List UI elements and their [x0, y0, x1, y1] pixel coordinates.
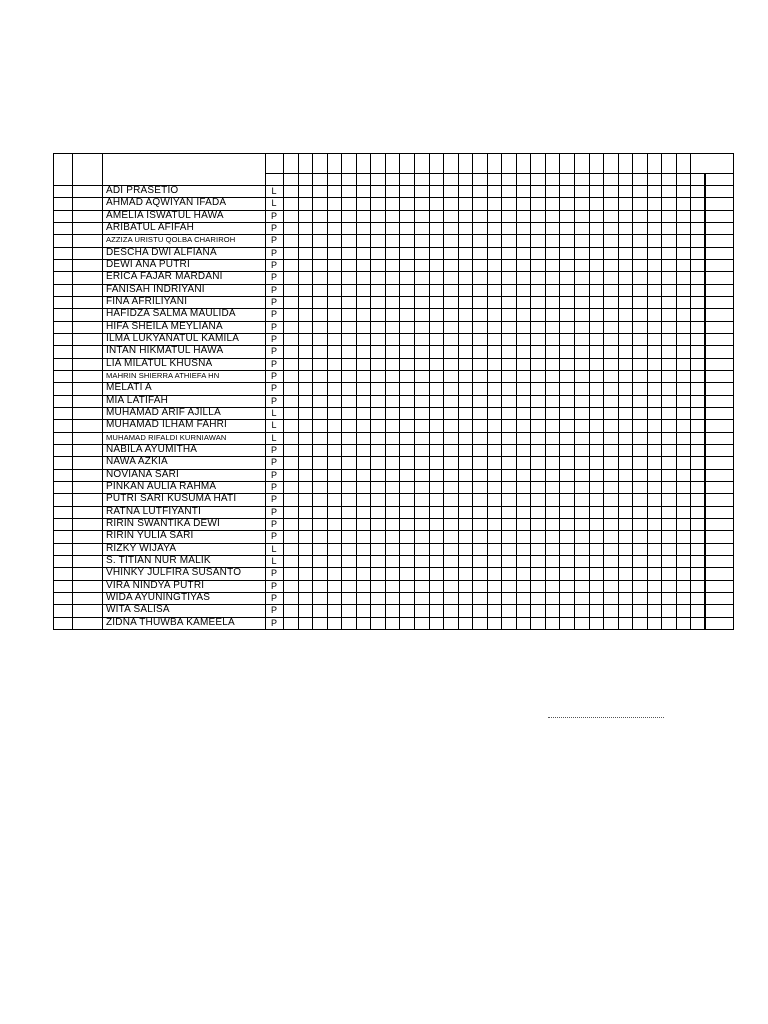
mark-col-line: [458, 153, 459, 630]
student-name: ZIDNA THUWBA KAMEELA: [106, 617, 235, 628]
mark-col-line: [516, 153, 517, 630]
mark-col-line: [370, 153, 371, 630]
student-name: HIFA SHEILA MEYLIANA: [106, 321, 223, 332]
student-name: WIDA AYUNINGTIYAS: [106, 592, 211, 603]
student-gender: L: [271, 420, 277, 430]
student-gender: P: [270, 235, 277, 245]
signature-dotted-line: [548, 711, 664, 718]
student-gender: L: [271, 433, 277, 443]
mark-col-line: [545, 153, 546, 630]
student-name: ILMA LUKYANATUL KAMILA: [106, 333, 240, 344]
col-divider-id: [102, 153, 103, 630]
student-gender: P: [270, 470, 277, 480]
student-name: ADI PRASETIO: [106, 185, 179, 196]
student-name: VIRA NINDYA PUTRI: [106, 580, 205, 591]
student-gender: P: [270, 568, 277, 578]
row-line: [53, 629, 734, 630]
student-gender: P: [270, 593, 277, 603]
student-name: MELATI A: [106, 382, 152, 393]
student-name: FINA AFRILIYANI: [106, 296, 188, 307]
mark-col-line: [603, 153, 604, 630]
total-col-divider: [704, 173, 706, 630]
mark-col-line: [356, 153, 357, 630]
mark-col-line: [618, 153, 619, 630]
student-gender: P: [270, 383, 277, 393]
table-right-border: [733, 153, 734, 630]
student-gender: P: [270, 285, 277, 295]
student-name: NOVIANA SARI: [106, 469, 179, 480]
student-name: ERICA FAJAR MARDANI: [106, 271, 223, 282]
student-gender: P: [270, 223, 277, 233]
col-divider-gender: [283, 153, 284, 630]
student-name: HAFIDZA SALMA MAULIDA: [106, 308, 236, 319]
student-name: MAHRIN SHIERRA ATHIEFA HN: [106, 371, 220, 380]
student-name: AZZIZA URISTU QOLBA CHARIROH: [106, 235, 236, 244]
mark-col-line: [676, 153, 677, 630]
mark-col-line: [443, 153, 444, 630]
mark-col-line: [341, 153, 342, 630]
student-gender: P: [270, 359, 277, 369]
student-name: AMELIA ISWATUL HAWA: [106, 210, 224, 221]
student-name: NAWA AZKIA: [106, 456, 168, 467]
mark-col-line: [501, 153, 502, 630]
student-name: S. TITIAN NUR MALIK: [106, 555, 211, 566]
student-gender: P: [270, 581, 277, 591]
student-gender: P: [270, 519, 277, 529]
col-divider-no: [72, 153, 73, 630]
student-name: MUHAMAD ILHAM FAHRI: [106, 419, 228, 430]
mark-col-line: [327, 153, 328, 630]
student-name: DESCHA DWI ALFIANA: [106, 247, 217, 258]
mark-col-line: [661, 153, 662, 630]
mark-col-line: [632, 153, 633, 630]
student-gender: P: [270, 260, 277, 270]
mark-col-line: [690, 153, 691, 630]
student-name: VHINKY JULFIRA SUSANTO: [106, 567, 242, 578]
mark-col-line: [589, 153, 590, 630]
student-name: RATNA LUTFIYANTI: [106, 506, 202, 517]
student-gender: P: [270, 531, 277, 541]
mark-col-line: [530, 153, 531, 630]
student-name: INTAN HIKMATUL HAWA: [106, 345, 224, 356]
student-name: ARIBATUL AFIFAH: [106, 222, 195, 233]
student-gender: P: [270, 346, 277, 356]
student-gender: P: [270, 334, 277, 344]
student-name: RIRIN YULIA SARI: [106, 530, 194, 541]
student-gender: P: [270, 618, 277, 628]
student-gender: P: [270, 507, 277, 517]
student-gender: P: [270, 322, 277, 332]
student-name: NABILA AYUMITHA: [106, 444, 198, 455]
student-gender: L: [271, 198, 277, 208]
student-gender: P: [270, 482, 277, 492]
student-name: FANISAH INDRIYANI: [106, 284, 205, 295]
mark-col-line: [472, 153, 473, 630]
student-name: PINKAN AULIA RAHMA: [106, 481, 217, 492]
student-name: WITA SALISA: [106, 604, 170, 615]
student-gender: L: [271, 408, 277, 418]
student-gender: P: [270, 211, 277, 221]
student-gender: L: [271, 186, 277, 196]
student-gender: P: [270, 457, 277, 467]
mark-col-line: [298, 153, 299, 630]
student-name: MUHAMAD ARIF AJILLA: [106, 407, 221, 418]
mark-col-line: [312, 153, 313, 630]
mark-col-line: [487, 153, 488, 630]
student-name: RIZKY WIJAYA: [106, 543, 177, 554]
student-gender: P: [270, 494, 277, 504]
mark-col-line: [647, 153, 648, 630]
student-gender: P: [270, 396, 277, 406]
student-gender: P: [270, 297, 277, 307]
student-name: PUTRI SARI KUSUMA HATI: [106, 493, 237, 504]
student-gender: L: [271, 544, 277, 554]
student-gender: P: [270, 272, 277, 282]
student-gender: P: [270, 309, 277, 319]
student-name: RIRIN SWANTIKA DEWI: [106, 518, 220, 529]
student-name: MIA LATIFAH: [106, 395, 169, 406]
student-name: DEWI ANA PUTRI: [106, 259, 190, 270]
header-subrow-line: [265, 173, 734, 174]
student-gender: P: [270, 445, 277, 455]
mark-col-line: [559, 153, 560, 630]
student-name: MUHAMAD RIFALDI KURNIAWAN: [106, 433, 227, 442]
student-gender: L: [271, 556, 277, 566]
table-left-border: [53, 153, 54, 630]
student-name: AHMAD AQWIYAN IFADA: [106, 197, 227, 208]
student-gender: P: [270, 248, 277, 258]
student-name: LIA MILATUL KHUSNA: [106, 358, 213, 369]
mark-col-line: [414, 153, 415, 630]
mark-col-line: [574, 153, 575, 630]
mark-col-line: [399, 153, 400, 630]
student-gender: P: [270, 371, 277, 381]
mark-col-line: [385, 153, 386, 630]
mark-col-line: [429, 153, 430, 630]
student-gender: P: [270, 605, 277, 615]
